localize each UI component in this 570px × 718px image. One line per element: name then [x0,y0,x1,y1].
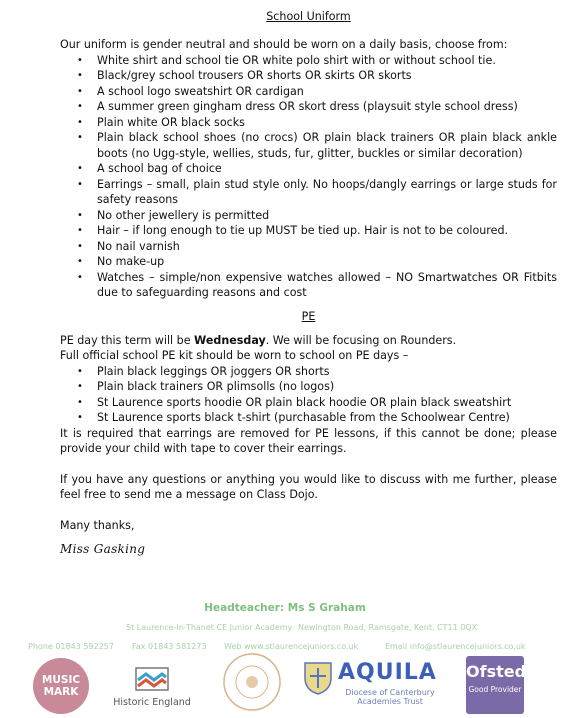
list-item: • Black/grey school trousers OR shorts OR skirts OR skorts [97,68,557,84]
headteacher: Headteacher: Ms S Graham [204,602,366,614]
ofsted-badge [466,656,527,714]
list-item: • A school logo sweatshirt OR cardigan [97,84,557,100]
questions-note: If you have any questions or anything you would like to discuss with me further, please feel free to send me a message on Class Dojo. [60,472,557,501]
ofsted-rating: Good Provider [468,685,522,694]
aquila-shield-icon [302,660,334,696]
pe-day-suffix: . We will be focusing on Rounders. [265,333,457,347]
historic-england-logo [112,666,192,708]
list-item: • St Laurence sports hoodie OR plain black hoodie OR plain black sweatshirt [97,395,557,411]
historic-england-text: Historic England [113,697,191,708]
list-item: • No make-up [97,254,557,270]
aquila-subtitle: Diocese of Canterbury Academies Trust [345,688,435,706]
list-item: • A school bag of choice [97,161,557,177]
list-item: • Watches – simple/non expensive watches allowed – NO Smartwatches OR Fitbits due to safeguarding reasons and cost [97,270,557,301]
list-item: • Earrings – small, plain stud style only. No hoops/dangly earrings or large studs for safety reasons [97,177,557,208]
letterhead-footer [0,590,570,718]
list-item: • Plain black leggings OR joggers OR shorts [97,364,557,380]
phone: Phone 01843 592257 [28,642,114,651]
list-item: • White shirt and school tie OR white polo shirt with or without school tie. [97,53,557,69]
list-item: • Plain black school shoes (no crocs) OR plain black trainers OR plain black ankle boots (no Ugg-style, wellies, studs, fur, glitter, buckles or similar decoration) [97,130,557,161]
uniform-title: School Uniform [266,10,351,23]
closing: Many thanks, [60,518,135,532]
website-link[interactable]: Web www.stlaurencejuniors.co.uk [224,642,359,651]
list-item: • St Laurence sports black t-shirt (purchasable from the Schoolwear Centre) [97,410,557,426]
pe-title: PE [301,309,316,323]
list-item: • Plain white OR black socks [97,115,557,131]
signature: Miss Gasking [60,542,146,556]
list-item: • No nail varnish [97,239,557,255]
pe-kit-intro: Full official school PE kit should be worn to school on PE days – [60,349,409,362]
music-mark-logo [33,658,89,714]
list-item: • No other jewellery is permitted [97,208,557,224]
list-item: • A summer green gingham dress OR skort dress (playsuit style school dress) [97,99,557,115]
arts-council-logo [222,652,282,712]
uniform-intro: Our uniform is gender neutral and should be worn on a daily basis, choose from: [60,38,508,51]
aquila-logo [302,660,442,706]
fax: Fax 01843 581273 [132,642,207,651]
arts-council-icon [222,652,282,712]
uniform-list [60,53,557,301]
pe-day: Wednesday [194,333,266,347]
pe-kit-list [60,364,557,426]
list-item: • Plain black trainers OR plimsolls (no logos) [97,379,557,395]
historic-england-icon [134,666,170,694]
email-link[interactable]: Email info@stlaurencejuniors.co.uk [385,642,526,651]
pe-day-line [60,333,557,349]
list-item: • Hair – if long enough to tie up MUST be tied up. Hair is not to be coloured. [97,223,557,239]
ofsted-text: Ofsted [466,662,527,681]
pe-day-prefix: PE day this term will be [60,333,195,347]
school-address: Newington Road, Ramsgate, Kent, CT11 0QX [298,623,478,632]
earrings-note: It is required that earrings are removed for PE lessons, if this cannot be done; please provide your child with tape to cover their earrings. [60,426,557,455]
music-mark-text: MUSIC MARK [41,674,81,698]
letter-body [60,0,557,558]
school-name: St Laurence-in-Thanet CE Junior Academy [126,623,293,632]
aquila-wordmark: AQUILA [338,660,437,685]
